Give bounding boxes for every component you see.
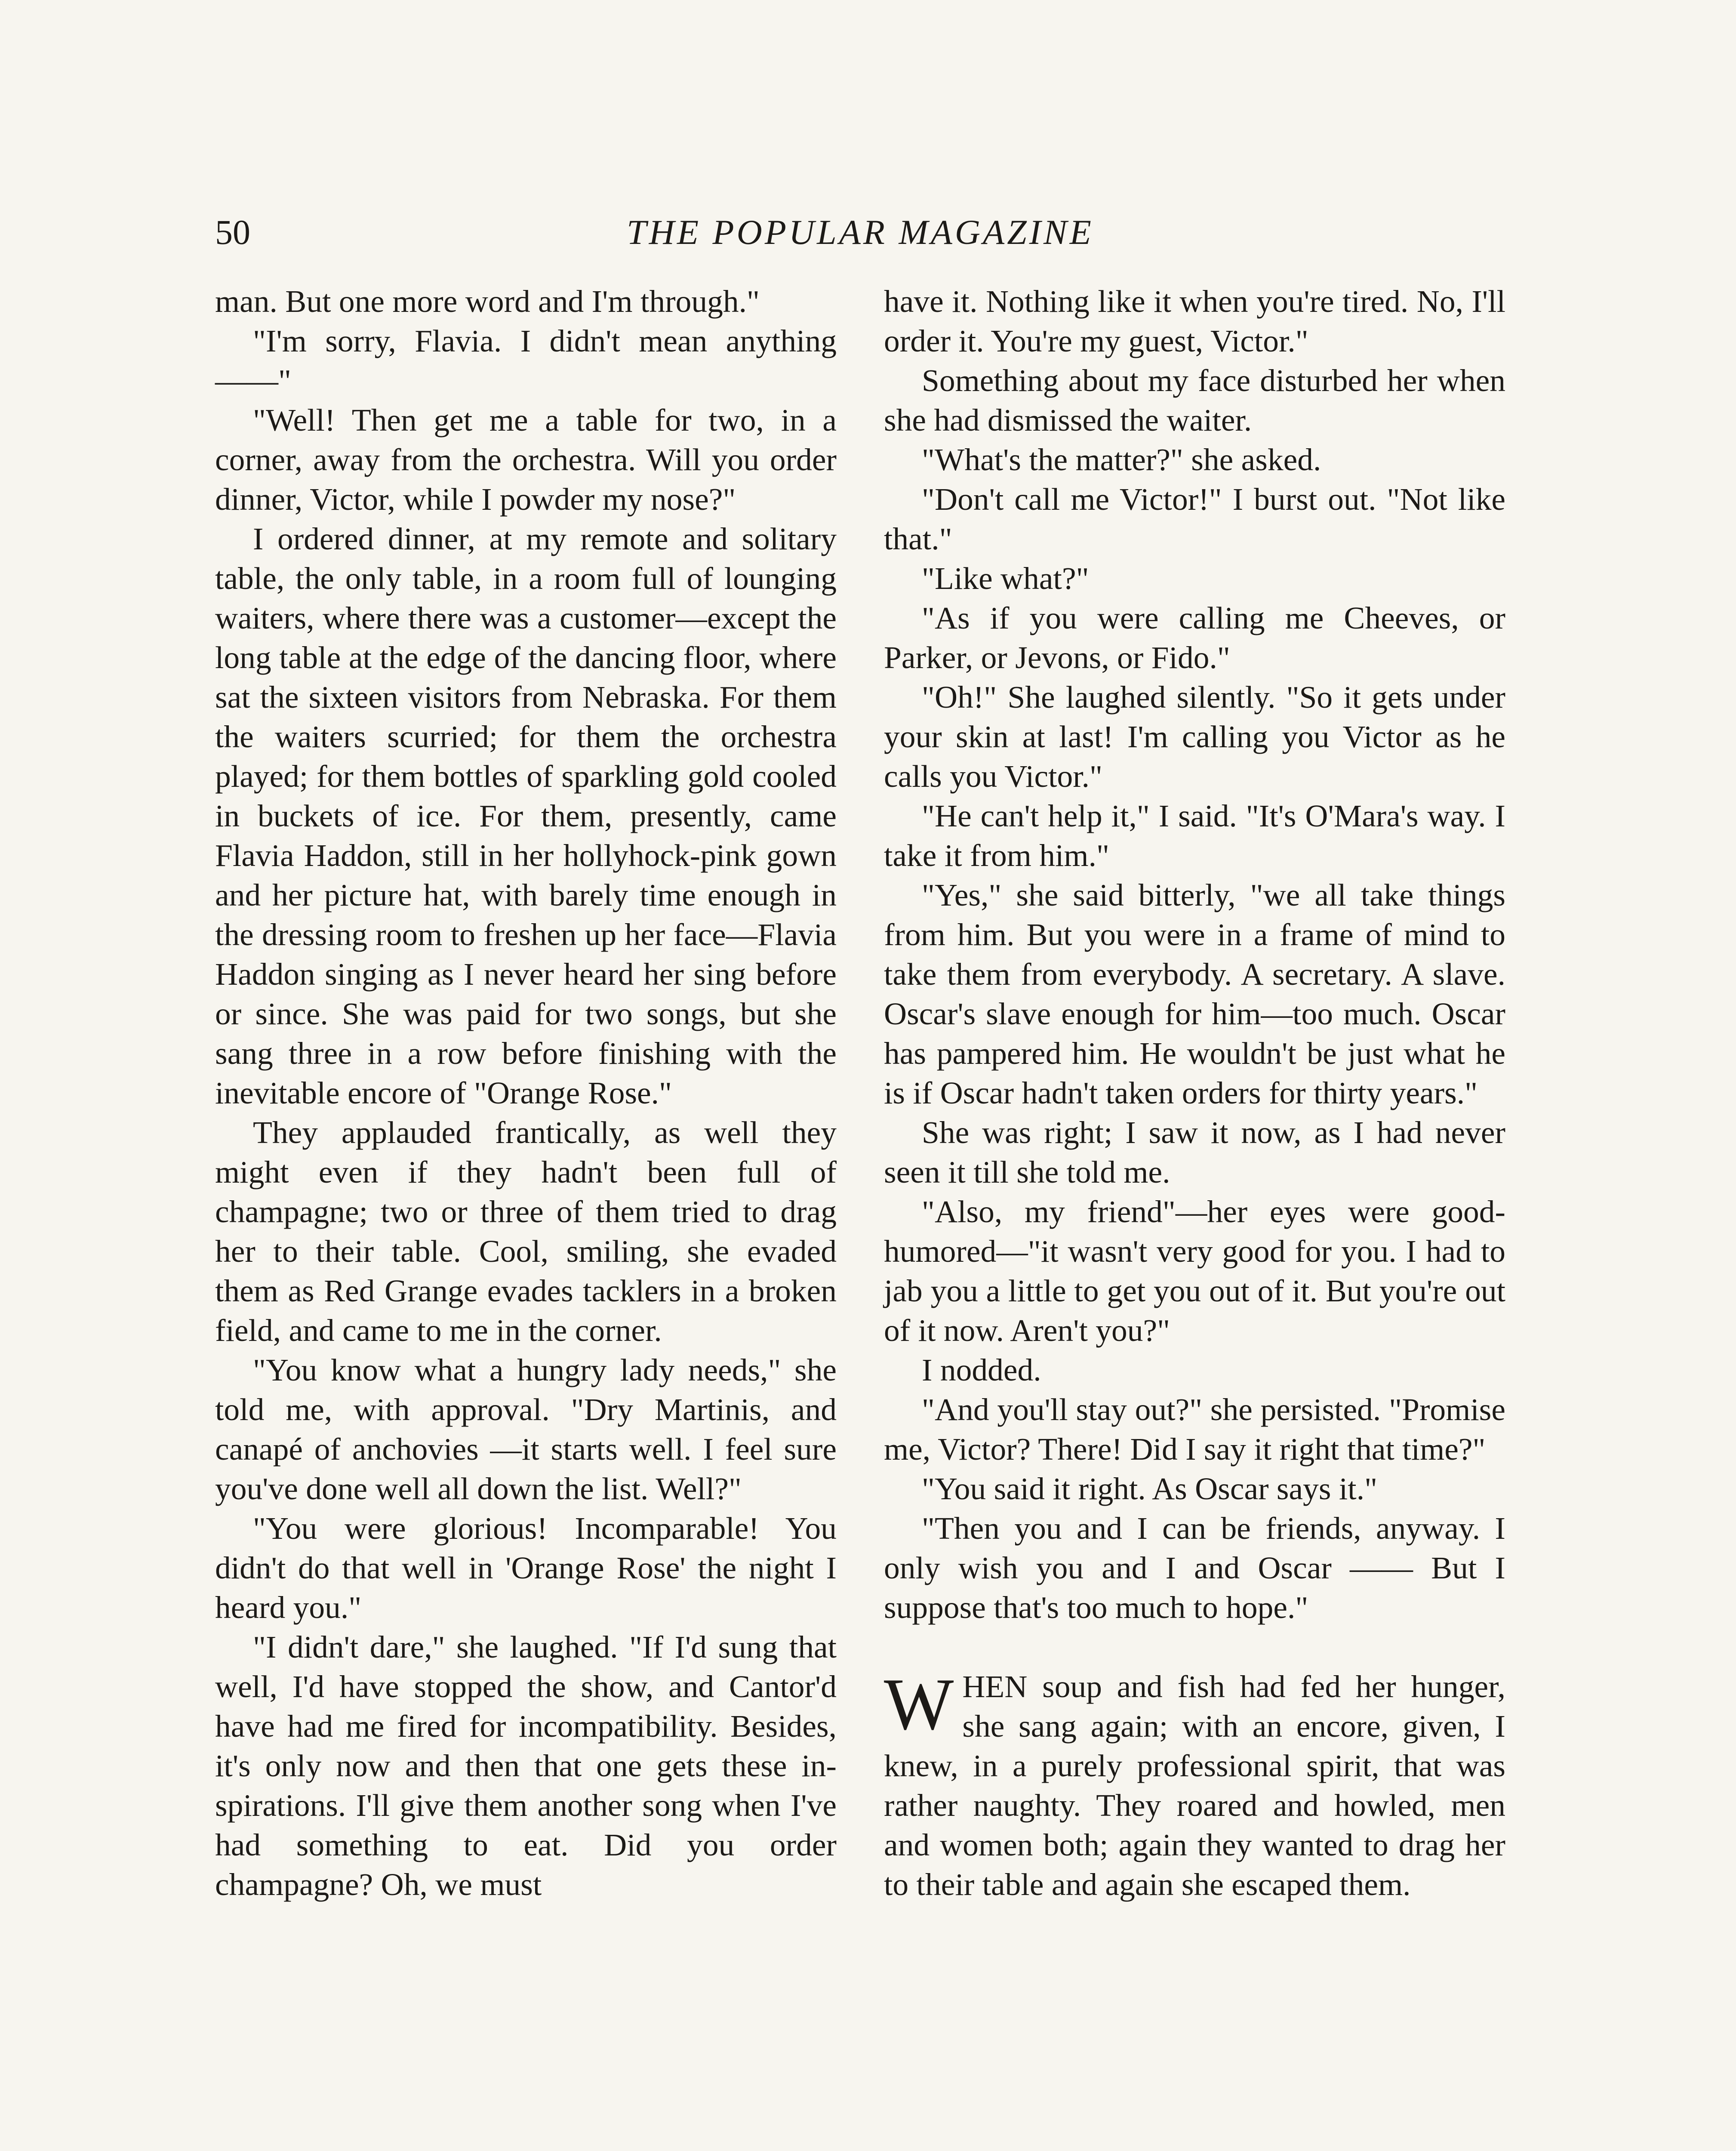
paragraph: "Also, my friend"—her eyes were good-humored—"it wasn't very good for you. I had to jab you a little to get you out of it. But you're out of it now. Aren't you?" <box>884 1194 1505 1348</box>
paragraph: Something about my face disturbed her when she had dismissed the waiter. <box>884 363 1505 438</box>
paragraph: "Like what?" <box>922 561 1089 596</box>
paragraph: "You were glorious! Incomparable! You didn't do that well in 'Orange Rose' the night I heard you." <box>215 1511 837 1625</box>
paragraph: "He can't help it," I said. "It's O'Mara's way. I take it from him." <box>884 798 1505 873</box>
page-number: 50 <box>215 213 250 252</box>
paragraph: man. But one more word and I'm through." <box>215 284 760 319</box>
paragraph: "I didn't dare," she laughed. "If I'd sung that well, I'd have stopped the show, and Cantor'd have had me fired for incompatibility. Besides, it's only now and then that one gets these inspirations. I'll give them another song when I've had something to eat. Did you order champagne? Oh, we must <box>215 1630 837 1902</box>
paragraph: "Then you and I can be friends, anyway. I only wish you and I and Oscar —— But I suppose that's too much to hope." <box>884 1511 1505 1625</box>
running-head-title: THE POPULAR MAGAZINE <box>627 213 1094 252</box>
section-opening-paragraph <box>884 1664 1505 1904</box>
paragraph: have it. Nothing like it when you're tired. No, I'll order it. You're my guest, Victor." <box>884 284 1505 358</box>
paragraph: I nodded. <box>922 1353 1041 1387</box>
right-column <box>884 282 1505 1904</box>
paragraph: "Well! Then get me a table for two, in a corner, away from the orchestra. Will you order dinner, Victor, while I powder my nose?" <box>215 403 837 517</box>
paragraph: "As if you were calling me Cheeves, or Parker, or Jevons, or Fido." <box>884 601 1505 675</box>
left-column <box>215 282 837 1904</box>
drop-cap: W <box>884 1664 954 1745</box>
paragraph: "What's the matter?" she asked. <box>922 442 1321 477</box>
paragraph: "And you'll stay out?" she persisted. "Promise me, Victor? There! Did I say it right that time?" <box>884 1392 1505 1467</box>
paragraph: I ordered dinner, at my remote and solitary table, the only table, in a room full of lounging waiters, where there was a customer—except the long table at the edge of the dancing floor, where sat the sixteen visitors from Nebraska. For them the waiters scurried; for them the orchestra played; for them bottles of sparkling gold cooled in buckets of ice. For them, presently, came Flavia Haddon, still in her hollyhock-pink gown and her picture hat, with barely time enough in the dressing room to freshen up her face—Flavia Haddon singing as I never heard her sing before or since. She was paid for two songs, but she sang three in a row before finishing with the inevitable encore of "Orange Rose." <box>215 521 837 1110</box>
page-header <box>215 202 1505 262</box>
paragraph: "Don't call me Victor!" I burst out. "Not like that." <box>884 482 1505 556</box>
paragraph: "I'm sorry, Flavia. I didn't mean anything——" <box>215 324 837 398</box>
paragraph: "Oh!" She laughed silently. "So it gets under your skin at last! I'm calling you Victor as he calls you Victor." <box>884 680 1505 794</box>
paragraph: "You know what a hungry lady needs," she told me, with approval. "Dry Martinis, and canapé of anchovies —it starts well. I feel sure you've done well all down the list. Well?" <box>215 1353 837 1506</box>
paragraph: "You said it right. As Oscar says it." <box>922 1471 1378 1506</box>
paragraph: They applauded frantically, as well they might even if they hadn't been full of champagne; two or three of them tried to drag her to their table. Cool, smiling, she evaded them as Red Grange evades tacklers in a broken field, and came to me in the corner. <box>215 1115 837 1348</box>
paragraph: "Yes," she said bitterly, "we all take things from him. But you were in a frame of mind to take them from everybody. A secretary. A slave. Oscar's slave enough for him—too much. Oscar has pampered him. He wouldn't be just what he is if Oscar hadn't taken orders for thirty years." <box>884 878 1505 1110</box>
paragraph: She was right; I saw it now, as I had never seen it till she told me. <box>884 1115 1505 1190</box>
section-text: HEN soup and fish had fed her hunger, she sang again; with an encore, given, I knew, in a purely professional spirit, that was rather naughty. They roared and howled, men and women both; again they wanted to drag her to their table and again she escaped them. <box>884 1669 1505 1902</box>
